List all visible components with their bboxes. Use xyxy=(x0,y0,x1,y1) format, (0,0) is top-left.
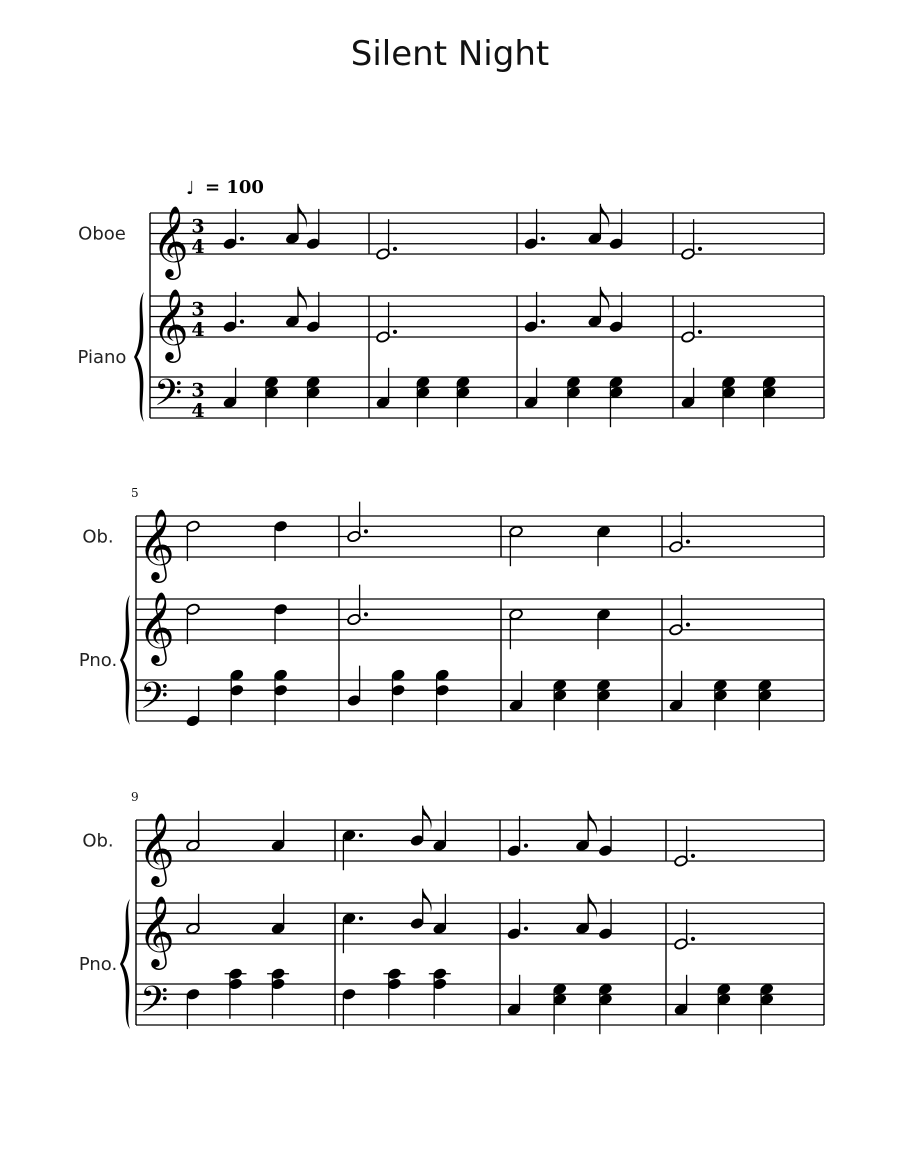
measure-number: 5 xyxy=(131,486,139,500)
note-flag xyxy=(423,806,432,830)
augmentation-dot xyxy=(393,330,397,334)
augmentation-dot xyxy=(359,833,363,837)
note-flag xyxy=(588,894,597,918)
augmentation-dot xyxy=(686,623,690,627)
augmentation-dot xyxy=(240,320,244,324)
instrument-label-oboe: Ob. xyxy=(82,830,114,852)
time-signature-bottom: 4 xyxy=(191,236,205,258)
system-3 xyxy=(79,790,824,1034)
augmentation-dot xyxy=(240,237,244,241)
system-1 xyxy=(78,177,824,427)
treble-clef-icon: 𝄞 xyxy=(152,204,189,277)
augmentation-dot xyxy=(686,540,690,544)
treble-clef-icon: 𝄞 xyxy=(138,507,175,580)
augmentation-dot xyxy=(524,844,528,848)
augmentation-dot xyxy=(691,937,695,941)
note-flag xyxy=(600,287,609,311)
instrument-label-oboe: Oboe xyxy=(78,223,126,245)
treble-clef-icon: 𝄞 xyxy=(138,590,175,663)
augmentation-dot xyxy=(691,854,695,858)
treble-clef-icon: 𝄞 xyxy=(138,811,175,884)
augmentation-dot xyxy=(524,927,528,931)
augmentation-dot xyxy=(541,237,545,241)
bass-clef-icon: 𝄢 xyxy=(140,674,169,726)
instrument-label-piano: Pno. xyxy=(78,650,118,671)
augmentation-dot xyxy=(698,247,702,251)
augmentation-dot xyxy=(541,320,545,324)
augmentation-dot xyxy=(359,916,363,920)
time-signature-bottom: 4 xyxy=(191,319,205,341)
augmentation-dot xyxy=(393,247,397,251)
treble-clef-icon: 𝄞 xyxy=(152,287,189,360)
instrument-label-piano: Pno. xyxy=(78,954,118,975)
measure-number: 9 xyxy=(131,790,139,804)
piano-brace xyxy=(120,595,130,725)
bass-clef-icon: 𝄢 xyxy=(140,978,169,1030)
time-signature-top: 3 xyxy=(191,379,205,402)
augmentation-dot xyxy=(698,330,702,334)
note-flag xyxy=(588,811,597,835)
system-2 xyxy=(79,486,824,730)
time-signature-bottom: 4 xyxy=(191,400,205,422)
treble-clef-icon: 𝄞 xyxy=(138,894,175,967)
augmentation-dot xyxy=(364,612,368,616)
instrument-label-piano: Piano xyxy=(77,347,127,368)
time-signature-top: 3 xyxy=(191,215,205,238)
note-flag xyxy=(423,889,432,913)
score-title: Silent Night xyxy=(350,34,550,74)
piano-brace xyxy=(134,292,144,422)
piano-brace xyxy=(120,899,130,1029)
bass-clef-icon: 𝄢 xyxy=(154,371,183,423)
tempo-note-icon: ♩ xyxy=(186,178,195,199)
note-flag xyxy=(298,204,307,228)
instrument-label-oboe: Ob. xyxy=(82,526,114,548)
augmentation-dot xyxy=(364,529,368,533)
note-flag xyxy=(600,204,609,228)
tempo-marking: = 100 xyxy=(205,177,264,198)
time-signature-top: 3 xyxy=(191,298,205,321)
note-flag xyxy=(298,287,307,311)
